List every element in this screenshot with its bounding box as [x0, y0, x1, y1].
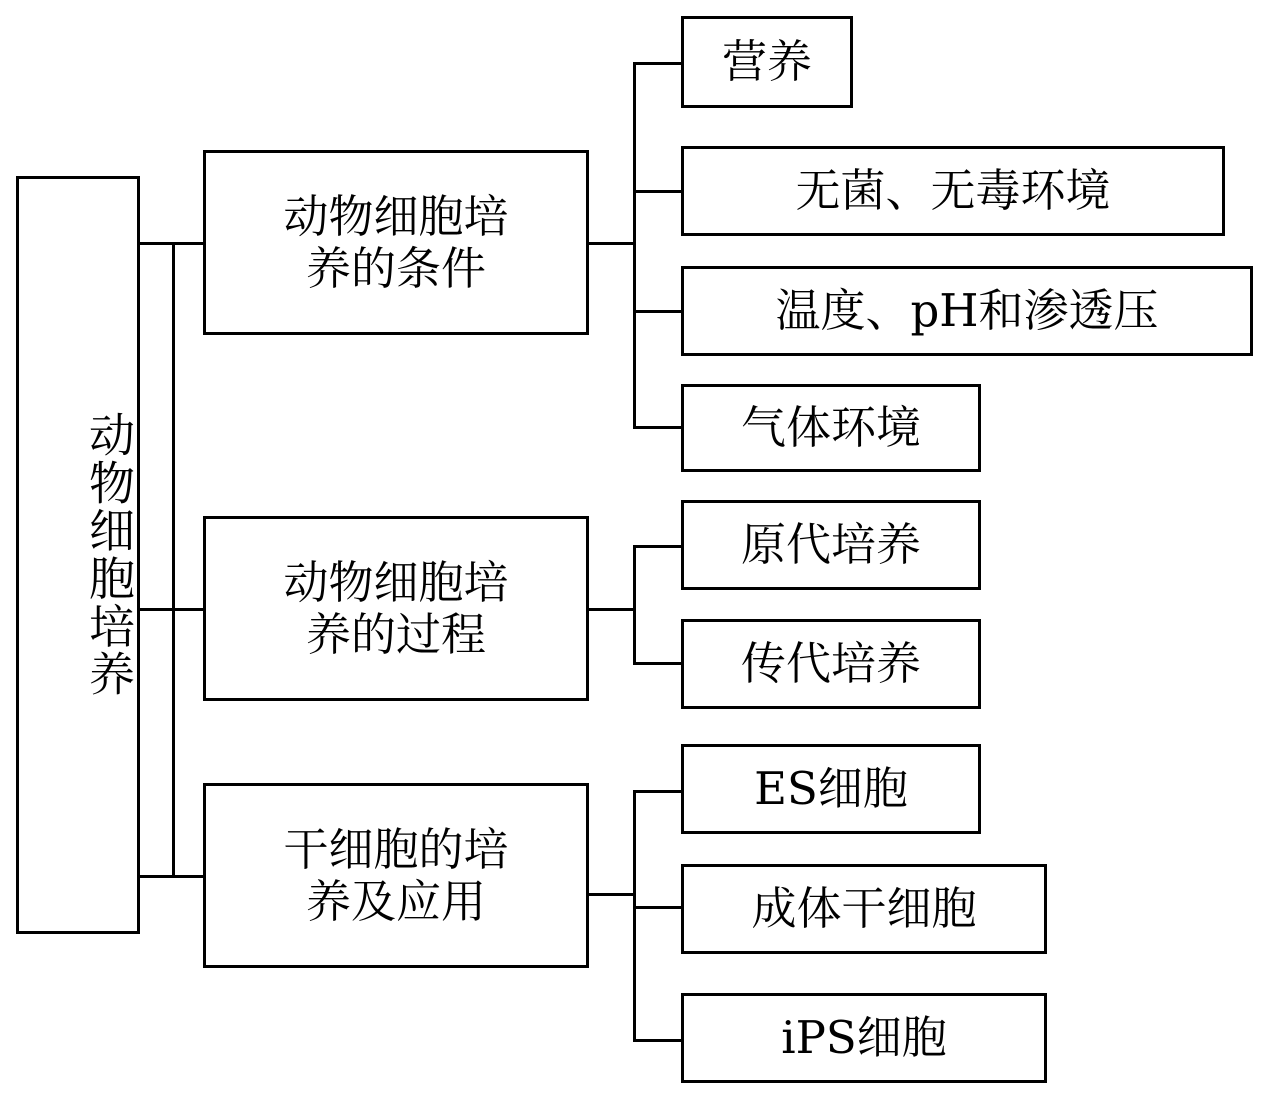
branch-node-1-line2: 养的条件: [305, 241, 486, 295]
leaf-node-primary-culture-label: 原代培养: [740, 518, 921, 572]
branch-node-1: [203, 150, 589, 335]
root-to-branch-1-line: [140, 242, 205, 245]
root-spine: [172, 243, 175, 877]
branch-node-1-label: [212, 191, 580, 295]
leaf-node-temp-ph-osmotic: [681, 266, 1253, 356]
branch-3-child-2-line: [633, 906, 683, 909]
root-to-branch-3-line: [140, 875, 205, 878]
branch-1-child-1-line: [633, 62, 683, 65]
branch-node-2-label: [212, 557, 580, 661]
branch-1-spine: [633, 62, 636, 426]
branch-2-stem: [589, 608, 636, 611]
leaf-node-subculture-label: 传代培养: [740, 637, 921, 691]
branch-node-2-line1: 动物细胞培: [283, 555, 509, 609]
leaf-node-nutrition-label: 营养: [721, 35, 812, 89]
leaf-node-es-cell: [681, 744, 981, 834]
leaf-node-temp-ph-osmotic-label: 温度、pH和渗透压: [775, 284, 1159, 338]
branch-node-3-line2: 养及应用: [305, 874, 486, 928]
leaf-node-sterile-env-label: 无菌、无毒环境: [795, 164, 1111, 218]
branch-node-1-line1: 动物细胞培: [283, 189, 509, 243]
branch-node-3: [203, 783, 589, 968]
leaf-node-adult-stem-cell: [681, 864, 1047, 954]
branch-2-child-1-line: [633, 545, 683, 548]
branch-1-child-2-line: [633, 190, 683, 193]
branch-3-spine: [633, 790, 636, 1042]
leaf-node-primary-culture: [681, 500, 981, 590]
leaf-node-nutrition: [681, 16, 853, 108]
branch-node-2: [203, 516, 589, 701]
leaf-node-ips-cell: [681, 993, 1047, 1083]
root-node: [16, 176, 140, 934]
root-to-branch-2-line: [140, 608, 205, 611]
branch-3-child-3-line: [633, 1039, 683, 1042]
leaf-node-gas-env-label: 气体环境: [740, 401, 921, 455]
branch-3-stem: [589, 893, 636, 896]
leaf-node-sterile-env: [681, 146, 1225, 236]
branch-1-stem: [589, 242, 636, 245]
branch-1-child-4-line: [633, 426, 683, 429]
leaf-node-gas-env: [681, 384, 981, 472]
branch-3-child-1-line: [633, 790, 683, 793]
leaf-node-adult-stem-cell-label: 成体干细胞: [751, 882, 977, 936]
branch-2-spine: [633, 545, 636, 665]
leaf-node-ips-cell-label: iPS细胞: [781, 1011, 947, 1065]
branch-node-2-line2: 养的过程: [305, 607, 486, 661]
leaf-node-es-cell-label: ES细胞: [754, 762, 908, 816]
branch-2-child-2-line: [633, 662, 683, 665]
leaf-node-subculture: [681, 619, 981, 709]
branch-1-child-3-line: [633, 310, 683, 313]
branch-node-3-line1: 干细胞的培: [283, 822, 509, 876]
branch-node-3-label: [212, 824, 580, 928]
root-node-label: 动物细胞培养: [82, 411, 136, 699]
